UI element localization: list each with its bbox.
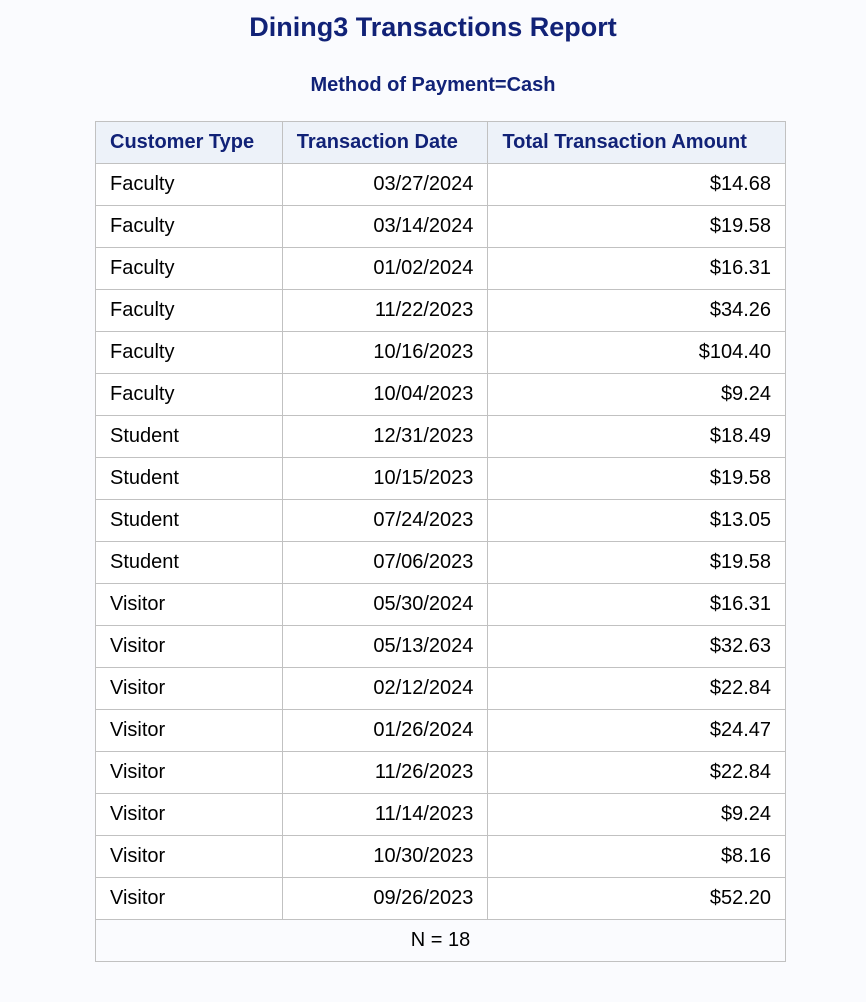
cell-total-amount: $16.31	[488, 248, 786, 290]
table-row	[96, 332, 786, 374]
cell-total-amount: $52.20	[488, 878, 786, 920]
table-row	[96, 794, 786, 836]
cell-transaction-date: 01/26/2024	[282, 710, 488, 752]
table-row	[96, 206, 786, 248]
cell-customer-type: Visitor	[96, 752, 283, 794]
cell-customer-type: Visitor	[96, 626, 283, 668]
cell-transaction-date: 05/13/2024	[282, 626, 488, 668]
cell-total-amount: $14.68	[488, 164, 786, 206]
table-row	[96, 878, 786, 920]
cell-transaction-date: 07/24/2023	[282, 500, 488, 542]
cell-transaction-date: 12/31/2023	[282, 416, 488, 458]
cell-customer-type: Faculty	[96, 290, 283, 332]
cell-total-amount: $22.84	[488, 668, 786, 710]
cell-transaction-date: 03/27/2024	[282, 164, 488, 206]
cell-transaction-date: 11/22/2023	[282, 290, 488, 332]
table-footer-row	[96, 920, 786, 962]
cell-customer-type: Student	[96, 542, 283, 584]
cell-customer-type: Faculty	[96, 332, 283, 374]
table-row	[96, 458, 786, 500]
cell-transaction-date: 11/26/2023	[282, 752, 488, 794]
cell-transaction-date: 02/12/2024	[282, 668, 488, 710]
cell-customer-type: Student	[96, 500, 283, 542]
cell-customer-type: Visitor	[96, 836, 283, 878]
cell-transaction-date: 10/16/2023	[282, 332, 488, 374]
column-header-transaction-date: Transaction Date	[282, 122, 488, 164]
cell-total-amount: $16.31	[488, 584, 786, 626]
cell-total-amount: $19.58	[488, 458, 786, 500]
cell-total-amount: $18.49	[488, 416, 786, 458]
cell-total-amount: $19.58	[488, 542, 786, 584]
table-row	[96, 752, 786, 794]
cell-total-amount: $24.47	[488, 710, 786, 752]
cell-transaction-date: 10/30/2023	[282, 836, 488, 878]
cell-total-amount: $32.63	[488, 626, 786, 668]
cell-customer-type: Faculty	[96, 374, 283, 416]
table-row	[96, 542, 786, 584]
cell-total-amount: $9.24	[488, 794, 786, 836]
column-header-customer-type: Customer Type	[96, 122, 283, 164]
row-count: N = 18	[96, 920, 786, 962]
cell-customer-type: Visitor	[96, 878, 283, 920]
table-header-row	[96, 122, 786, 164]
cell-customer-type: Visitor	[96, 710, 283, 752]
cell-transaction-date: 09/26/2023	[282, 878, 488, 920]
cell-customer-type: Faculty	[96, 164, 283, 206]
cell-transaction-date: 05/30/2024	[282, 584, 488, 626]
cell-transaction-date: 01/02/2024	[282, 248, 488, 290]
cell-transaction-date: 03/14/2024	[282, 206, 488, 248]
cell-total-amount: $22.84	[488, 752, 786, 794]
cell-customer-type: Student	[96, 416, 283, 458]
cell-transaction-date: 11/14/2023	[282, 794, 488, 836]
report-title: Dining3 Transactions Report	[249, 12, 617, 42]
cell-total-amount: $9.24	[488, 374, 786, 416]
transactions-table	[95, 121, 786, 962]
table-row	[96, 164, 786, 206]
cell-transaction-date: 10/04/2023	[282, 374, 488, 416]
table-body	[96, 164, 786, 920]
table-row	[96, 626, 786, 668]
cell-transaction-date: 07/06/2023	[282, 542, 488, 584]
cell-total-amount: $34.26	[488, 290, 786, 332]
cell-customer-type: Visitor	[96, 794, 283, 836]
cell-customer-type: Visitor	[96, 584, 283, 626]
table-row	[96, 416, 786, 458]
table-row	[96, 584, 786, 626]
report-subtitle: Method of Payment=Cash	[310, 74, 556, 96]
cell-transaction-date: 10/15/2023	[282, 458, 488, 500]
table-row	[96, 248, 786, 290]
column-header-total-amount: Total Transaction Amount	[488, 122, 786, 164]
cell-total-amount: $19.58	[488, 206, 786, 248]
cell-customer-type: Student	[96, 458, 283, 500]
table-row	[96, 836, 786, 878]
cell-total-amount: $104.40	[488, 332, 786, 374]
cell-customer-type: Faculty	[96, 206, 283, 248]
table-row	[96, 710, 786, 752]
cell-customer-type: Faculty	[96, 248, 283, 290]
table-row	[96, 668, 786, 710]
table-row	[96, 290, 786, 332]
cell-total-amount: $8.16	[488, 836, 786, 878]
table-row	[96, 374, 786, 416]
cell-customer-type: Visitor	[96, 668, 283, 710]
table-row	[96, 500, 786, 542]
cell-total-amount: $13.05	[488, 500, 786, 542]
